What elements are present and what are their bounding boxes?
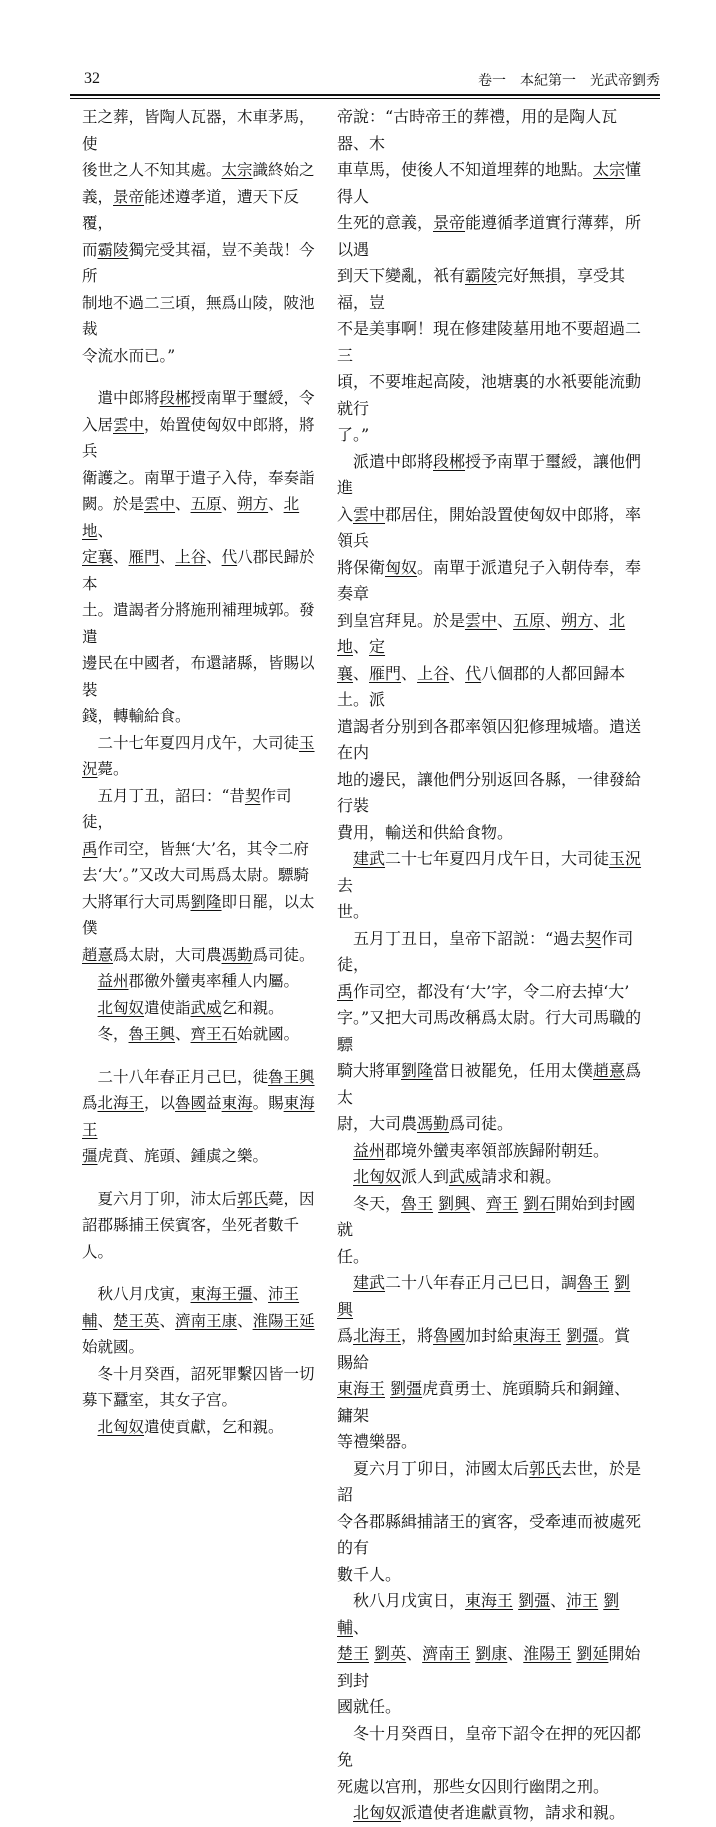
proper-name: 太宗 [221,161,253,179]
text-run: 。南單于派遣兒子入朝侍奉，奉奏章 到皇宫拜見。於是 [337,557,642,630]
text-run: 冬， [82,1025,129,1043]
page-number: 32 [84,70,100,87]
proper-name: 沛王 輔 [82,1285,300,1330]
proper-name: 馮勤 [221,945,253,964]
header-rule-thin [70,98,660,99]
proper-name: 契 [585,928,602,948]
proper-name: 北海王 [353,1326,402,1345]
translation-paragraph [337,449,643,847]
text-run: 二十八年春正月己巳，徙 [82,1067,269,1086]
text-run: 。賜 [252,1094,284,1112]
text-run [337,1167,353,1186]
text-run: 爲司徒。 [449,1114,514,1133]
text-run: 薨，因 詔郡縣捕王侯賓客，坐死者數千人。 [82,1189,315,1261]
proper-name: 段郴 [159,389,191,407]
proper-name: 郭氏 [529,1458,562,1478]
translation-column [337,104,643,1827]
proper-name: 定襄 [82,548,114,566]
proper-name: 北匈奴 [97,1417,145,1436]
classical-paragraph [82,104,320,369]
text-run: 秋八月戊寅日， [337,1591,466,1610]
text-run: 爲太尉，大司農 [113,945,222,964]
proper-name: 濟南王 [422,1644,471,1663]
text-run: 遣使貢獻，乞和親。 [144,1417,284,1436]
proper-name: 濟南王康 [175,1311,238,1330]
text-run: 作司徒， [337,928,634,974]
translation-paragraph [337,1721,643,1801]
text-run: 冬十月癸酉日，皇帝下詔令在押的死囚都免 死處以宫刑，那些女囚則行幽閉之刑。 [337,1723,642,1796]
translation-paragraph [337,1138,643,1165]
proper-name: 北地 [337,610,626,656]
proper-name: 劉延 [576,1644,609,1663]
text-run: 虎賁勇士、旄頭騎兵和銅鐘、鏞架 等禮樂器。 [337,1379,631,1451]
text-run: 、 [353,663,370,683]
proper-name: 劉隆 [190,892,222,911]
classical-paragraph [82,1281,320,1361]
text-run: 、 [268,495,284,513]
text-run: 郡居住，開始設置使匈奴中郎將，率領兵 將保衛 [337,504,642,577]
classical-paragraph [82,1361,320,1414]
text-run: 夏六月丁卯，沛太后 [82,1189,238,1208]
text-run: 冬天， [337,1193,402,1213]
text-run: 爲 [337,1326,354,1345]
text-run: 、 [593,610,610,630]
proper-name: 段郴 [433,451,466,471]
text-run: 、 [97,521,114,540]
classical-paragraph [82,968,320,995]
proper-name: 劉輔 [337,1591,620,1637]
proper-name: 劉康 [475,1644,508,1663]
proper-name: 太宗 [593,160,626,179]
proper-name: 淮陽王 [523,1644,572,1663]
classical-paragraph [82,730,320,783]
text-run: 始就國。 [237,1025,300,1043]
text-run: 當日被罷免，任用太僕 [433,1061,594,1080]
text-run: 開始到封國就 任。 [337,1193,636,1266]
page-header [70,68,660,92]
proper-name: 上谷 [175,548,207,566]
classical-paragraph [82,1186,320,1266]
proper-name: 代 [221,548,238,566]
proper-name: 建武 [353,849,386,868]
proper-name: 沛王 [566,1591,599,1610]
proper-name: 郭氏 [237,1189,269,1208]
proper-name: 趙憙 [82,945,114,964]
proper-name: 淮陽王延 [252,1311,315,1330]
text-run: 、 [252,1285,269,1303]
text-run: 遣中郎將 [82,389,160,407]
translation-paragraph [337,926,643,1138]
proper-name: 定 襄 [337,637,386,683]
proper-name: 東海 [221,1094,253,1112]
text-run: 、 [175,495,191,513]
text-run: 郡境外蠻夷率領部族歸附朝廷。 [385,1140,610,1160]
text-run: 、 [221,495,238,513]
text-run: 五月丁丑日，皇帝下詔説：“過去 [337,928,586,948]
proper-name: 楚王 [337,1644,370,1663]
proper-name: 魯王興 [128,1025,176,1043]
proper-name: 霸陵 [465,266,498,285]
proper-name: 齊王石 [190,1025,238,1043]
text-run: 獨完受其福，豈不美哉！今所 制地不過二三頃，無爲山陵，陂池裁 令流水而已。” [82,240,315,365]
proper-name: 魯王 [401,1193,434,1213]
proper-name: 景帝 [113,187,145,206]
text-run: 八郡民歸於本 土。遣謁者分將施刑補理城郭。發遣 邊民在中國者，布還諸縣，皆賜以裝 錢，轉輸給食。 [82,548,315,725]
proper-name: 楚王英 [113,1311,160,1330]
proper-name: 東海王 [337,1379,386,1398]
translation-paragraph [337,1191,643,1271]
text-run: 始就國。 [82,1338,145,1356]
text-run: 、 [113,548,129,566]
text-run: 、 [159,1311,176,1330]
proper-name: 景帝 [433,213,466,232]
text-run: 授予南單于璽綬，讓他們進 入 [337,451,642,524]
proper-name: 劉隆 [401,1061,434,1080]
text-run: 二十八年春正月己巳日，調 [385,1273,578,1292]
text-run: 二十七年夏四月戊午日，大司徒 [385,849,610,868]
classical-text-column [82,104,320,1440]
text-run [82,1418,98,1436]
text-run [82,972,98,990]
text-run: 爲 [82,1094,98,1112]
text-run: 爲司徒。 [252,945,315,964]
paragraph-spacer [82,1048,320,1064]
proper-name: 魯國 [175,1094,207,1112]
proper-name: 東海王 [465,1591,514,1610]
proper-name: 劉興 [337,1273,631,1319]
text-run: 、 [353,637,370,656]
text-run: 八個郡的人都回歸本土。派 遣謁者分别到各郡率領囚犯修理城墻。遣送在内 地的邊民，讓他們分别返回各縣，一律發給行裝 費用，輸送和供給食物。 [337,663,642,842]
proper-name: 北海王 [97,1094,145,1112]
text-run: 王之葬，皆陶人瓦器，木車茅馬，使 後世之人不知其處。 [82,108,315,179]
proper-name: 雁門 [369,663,402,683]
text-run: 去世，於是詔 令各郡縣緝捕諸王的賓客，受牽連而被處死的有 數千人。 [337,1458,642,1584]
proper-name: 禹 [82,839,98,858]
text-run: 加封給 [465,1326,514,1345]
classical-paragraph [82,1021,320,1048]
classical-paragraph [82,783,320,969]
translation-paragraph [337,1270,643,1456]
text-run: 、 [353,1617,370,1637]
proper-name: 五原 [513,610,546,630]
text-run: 、 [159,548,176,566]
text-run: 能遵循孝道實行薄葬，所以遇 到天下變亂，衹有 [337,213,642,285]
proper-name: 代 [465,663,482,683]
text-run [337,849,353,868]
proper-name: 武威 [190,998,222,1017]
proper-name: 玉況 [609,849,642,868]
text-run: 二十七年夏四月戊午，大司徒 [82,733,300,752]
translation-paragraph [337,104,643,449]
text-run [337,1141,353,1160]
text-run: 郡徼外蠻夷率種人内屬。 [128,972,300,990]
text-run: 五月丁丑，詔曰：“昔 [82,786,245,805]
running-head: 卷一 本紀第一 光武帝劉秀 [478,73,660,89]
text-run: 開始到封 國就任。 [337,1644,641,1716]
proper-name: 禹 [337,981,354,1001]
text-run: 、 [401,663,418,683]
proper-name: 霸陵 [97,240,129,259]
translation-paragraph [337,1164,643,1191]
text-run: 、 [550,1591,567,1610]
proper-name: 劉彊 [566,1326,599,1345]
text-run: 派遣使者進獻貢物，請求和親。 [401,1803,626,1822]
text-run: 夏六月丁卯日，沛國太后 [337,1458,530,1478]
proper-name: 朔方 [561,610,594,630]
proper-name: 雲中 [113,415,145,434]
proper-name: 魯國 [433,1326,466,1345]
classical-paragraph [82,1414,320,1441]
text-run [337,1803,353,1822]
text-run: 派人到 [401,1167,450,1186]
proper-name: 雲中 [144,495,176,513]
proper-name: 匈奴 [385,557,418,577]
proper-name: 東海王 彊 [82,1094,315,1165]
proper-name: 北匈奴 [97,998,145,1017]
proper-name: 馮勤 [417,1114,450,1133]
text-run: 、 [206,548,222,566]
proper-name: 武威 [449,1167,482,1186]
text-run: 帝說：“古時帝王的葬禮，用的是陶人瓦器、木 車草馬，使後人不知道埋葬的地點。 [337,107,618,179]
translation-paragraph [337,846,643,926]
text-run: 、 [545,610,562,630]
translation-paragraph [337,1588,643,1721]
proper-name: 雲中 [353,504,386,524]
proper-name: 上谷 [417,663,450,683]
text-run: 秋八月戊寅， [82,1285,191,1303]
text-run: 、 [406,1644,423,1663]
proper-name: 益州 [97,972,129,990]
text-run: ，始置使匈奴中郎將，將兵 衛護之。南單于遣子入侍，奉奏詣 闕。於是 [82,415,315,513]
text-run: 、 [470,1193,487,1213]
proper-name: 劉石 [523,1193,556,1213]
text-run: 去 世。 [337,875,370,921]
proper-name: 劉興 [438,1193,471,1213]
text-run: 益 [206,1094,222,1112]
proper-name: 朔方 [237,495,269,513]
proper-name: 北匈奴 [353,1167,402,1186]
proper-name: 北匈奴 [353,1803,402,1822]
text-run: 能述遵孝道，遭天下反覆， 而 [82,187,300,259]
text-run: 乞和親。 [221,998,284,1017]
text-run: 。賞賜給 [337,1326,631,1372]
text-run: 、 [497,610,514,630]
text-run: 、 [175,1025,191,1043]
text-run: 完好無損，享受其福，豈 不是美事啊！現在修建陵墓用地不要超過二三 頃，不要堆起高陵，池塘裏的水衹要能流動就行 了。” [337,266,642,444]
proper-name: 雁門 [128,548,160,566]
proper-name: 東海王 [513,1326,562,1345]
text-run: 冬十月癸酉，詔死罪繫囚皆一切 募下蠶室，其女子宫。 [82,1364,315,1409]
classical-paragraph [82,1064,320,1170]
text-run: ，以 [144,1094,176,1112]
proper-name: 建武 [353,1273,386,1292]
text-run: 、 [237,1311,253,1330]
paragraph-spacer [82,1265,320,1281]
text-run: 爲太 尉，大司農 [337,1061,642,1133]
proper-name: 北地 [82,495,300,540]
text-run: 薨。 [97,760,129,778]
paragraph-spacer [82,1170,320,1186]
proper-name: 魯王興 [268,1067,315,1086]
translation-paragraph [337,1456,643,1589]
proper-name: 齊王 [486,1193,519,1213]
proper-name: 魯王 [577,1273,610,1292]
classical-paragraph [82,385,320,730]
text-run: 作司空，皆無‘大’名，其令二府 去‘大’。”又改大司馬爲太尉。驃騎 大將軍行大司馬 [82,839,310,911]
text-run: 懂得人 生死的意義， [337,160,642,232]
paragraph-spacer [82,369,320,385]
text-run: 作司空，都没有‘大’字，令二府去掉‘大’ 字。”又把大司馬改稱爲太尉。行大司馬職的驃 騎大將軍 [337,981,642,1080]
text-run: 派遣中郎將 [337,451,434,471]
proper-name: 劉彊 [518,1591,551,1610]
text-run: 、 [507,1644,524,1663]
proper-name: 雲中 [465,610,498,630]
text-run: 遣使詣 [144,998,191,1017]
header-rule [70,94,660,96]
text-run: 、 [97,1311,114,1330]
proper-name: 五原 [190,495,222,513]
text-run: ，將 [401,1326,434,1345]
text-run: 識終始之 義， [82,161,315,206]
proper-name: 玉 況 [82,733,315,778]
text-run: 即日罷，以太僕 [82,892,315,937]
text-run: 授南單于璽綬，令 入居 [82,389,315,434]
classical-paragraph [82,995,320,1022]
text-run: 請求和親。 [481,1167,562,1186]
translation-paragraph [337,1800,643,1827]
text-run: 、 [449,663,466,683]
proper-name: 契 [244,786,261,805]
proper-name: 劉英 [374,1644,407,1663]
text-run [337,1273,353,1292]
text-run: 虎賁、旄頭、鍾虡之樂。 [97,1147,269,1165]
proper-name: 趙憙 [593,1061,626,1080]
proper-name: 益州 [353,1140,386,1160]
text-run [82,999,98,1017]
text-run: 作司徒， [82,786,292,831]
proper-name: 東海王彊 [190,1285,253,1303]
proper-name: 劉彊 [390,1379,423,1398]
